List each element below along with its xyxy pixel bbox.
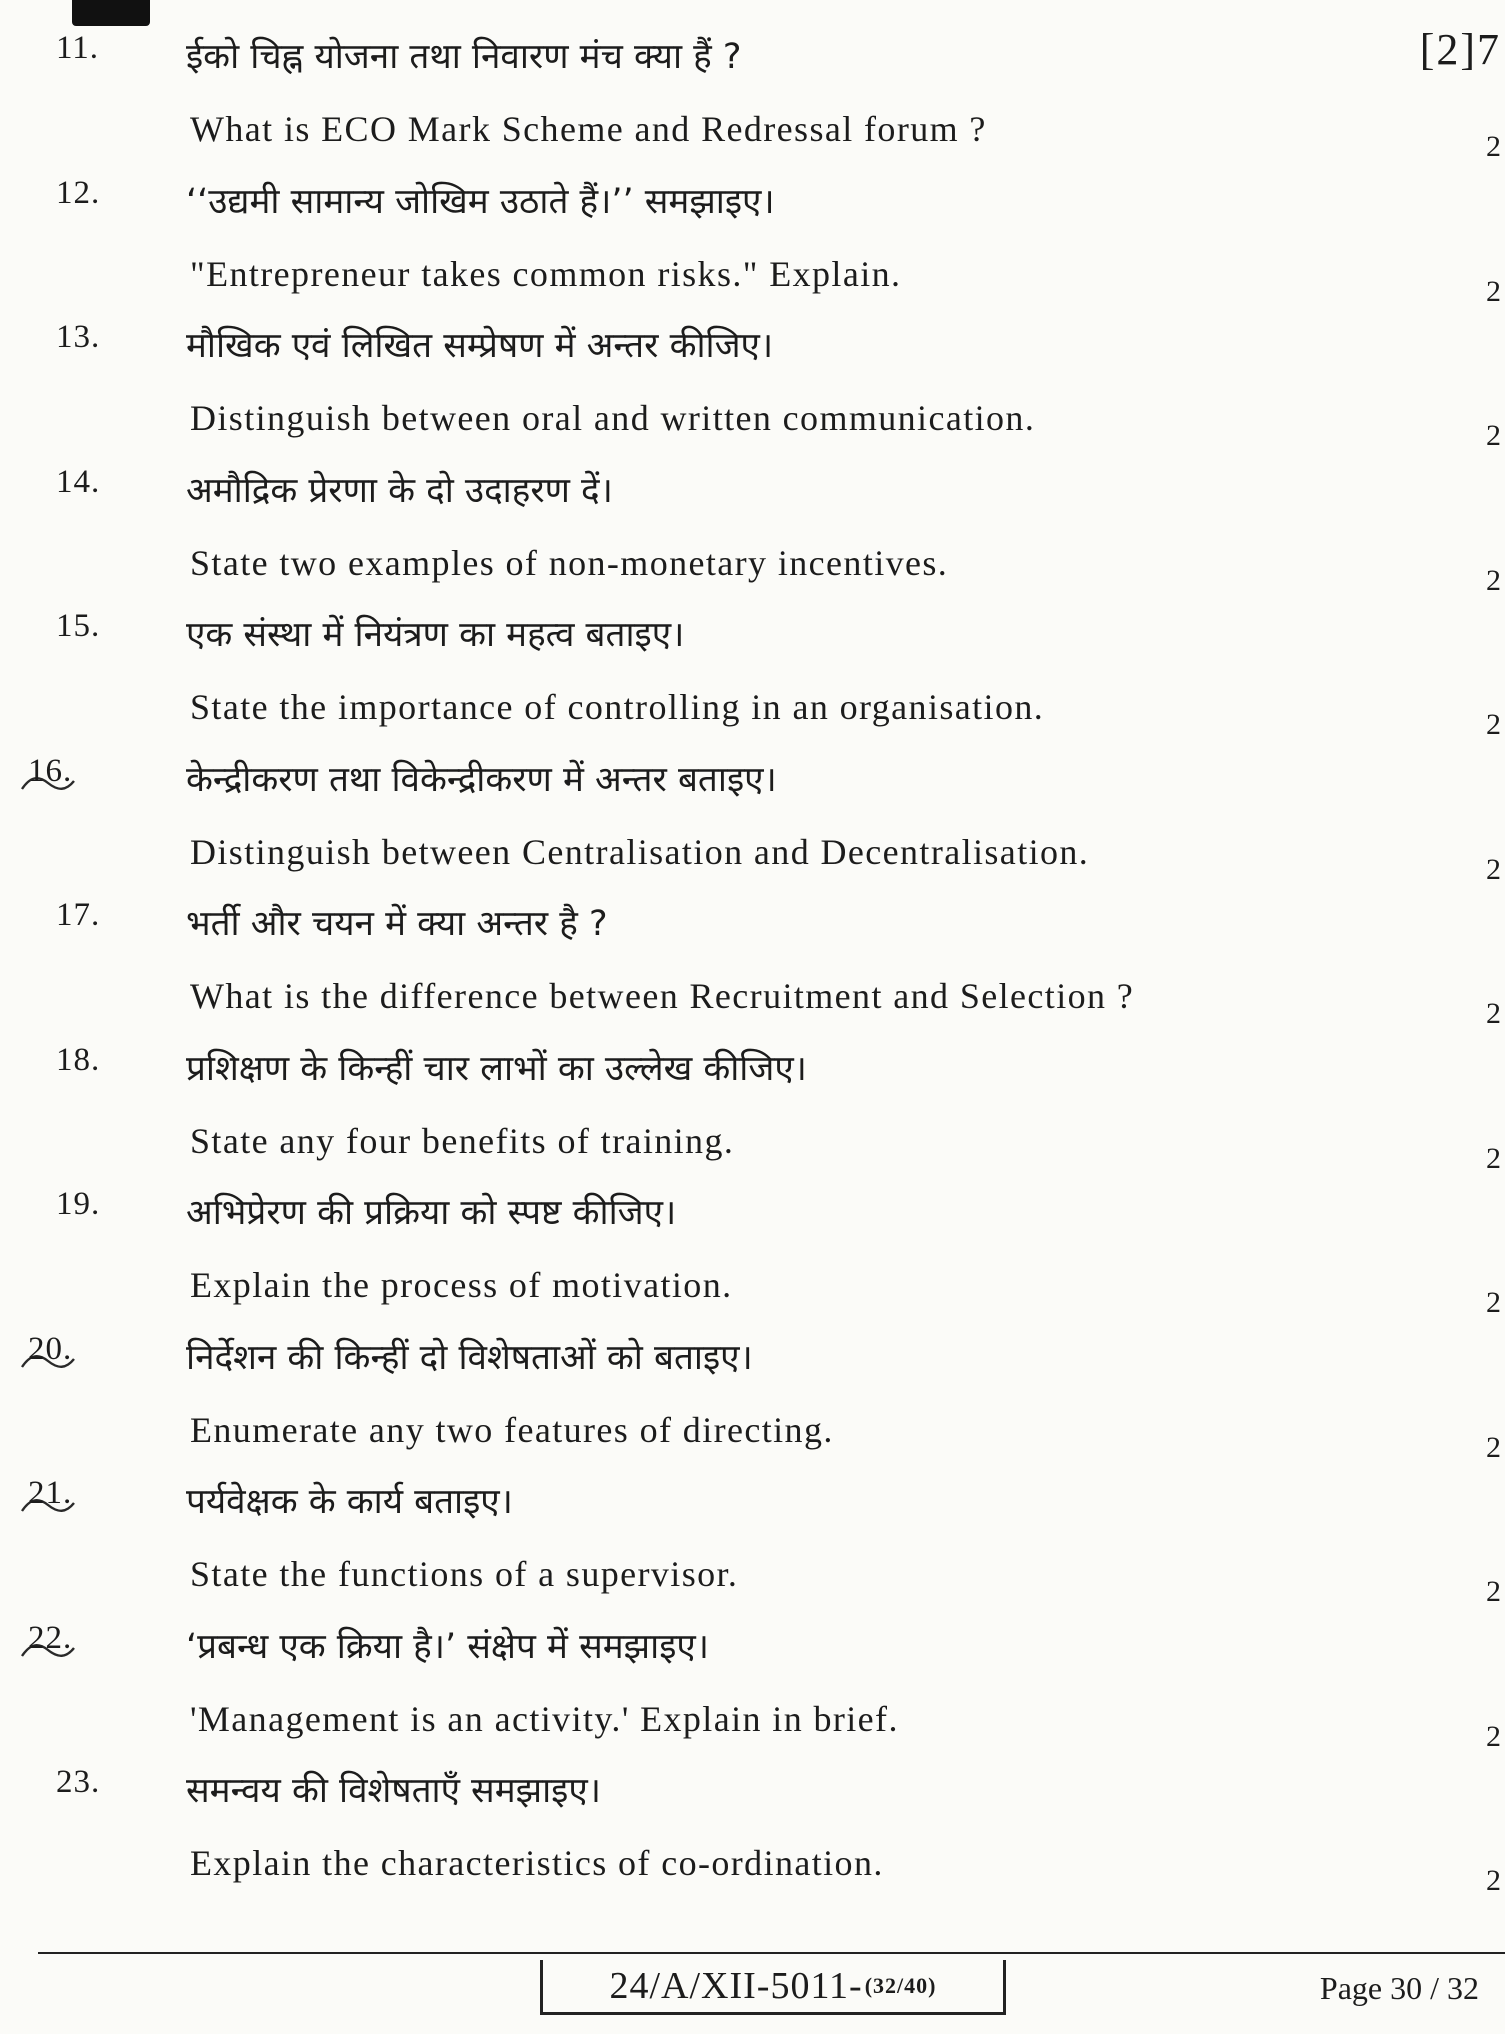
question-text-hindi: ‘‘उद्यमी सामान्य जोखिम उठाते हैं।’’ समझाइए। (186, 181, 775, 222)
question-number: 23. (56, 1764, 101, 1800)
question-text-hindi: समन्वय की विशेषताएँ समझाइए। (186, 1771, 601, 1811)
paper-code-suffix: (32/40) (864, 1973, 937, 1998)
page-number: Page 30 / 32 (1319, 1970, 1479, 2006)
question-text-hindi: निर्देशन की किन्हीं दो विशेषताओं को बताइए। (186, 1337, 753, 1378)
question-text-english: 'Management is an activity.' Explain in brief. (190, 1698, 899, 1739)
question-text-hindi: अमौद्रिक प्रेरणा के दो उदाहरण दें। (186, 470, 613, 511)
question-marks: 2 (1486, 1286, 1501, 1319)
question-text-english: Enumerate any two features of directing. (190, 1409, 834, 1450)
question-text-english: Explain the characteristics of co-ordination. (190, 1843, 884, 1883)
question-marks: 2 (1486, 708, 1501, 741)
question-number: 14. (56, 463, 101, 500)
question-text-hindi: एक संस्था में नियंत्रण का महत्व बताइए। (186, 615, 685, 655)
question-text-english: State the functions of a supervisor. (190, 1554, 739, 1594)
question-number: 13. (56, 319, 101, 355)
question-marks: 2 (1486, 1719, 1501, 1753)
corner-scan-mark (72, 0, 150, 26)
question-marks: 2 (1486, 563, 1501, 597)
question-text-hindi: पर्यवेक्षक के कार्य बताइए। (186, 1482, 513, 1522)
question-marks: 2 (1486, 852, 1501, 886)
question-text-english: Distinguish between Centralisation and Decentralisation. (190, 831, 1090, 872)
question-number: 12. (56, 174, 101, 211)
question-marks: 2 (1486, 1575, 1501, 1608)
question-number: 22. (28, 1619, 73, 1656)
question-number: 18. (56, 1041, 101, 1078)
question-text-english: State any four benefits of training. (190, 1120, 735, 1161)
question-number: 15. (56, 608, 101, 644)
question-text-hindi: ईको चिह्न योजना तथा निवारण मंच क्या हैं ? (186, 37, 742, 77)
question-text-hindi: मौखिक एवं लिखित सम्प्रेषण में अन्तर कीजिए। (186, 326, 774, 366)
question-text-english: Explain the process of motivation. (190, 1265, 733, 1305)
question-number: 20. (28, 1330, 73, 1367)
question-number: 16. (28, 752, 73, 789)
question-number: 17. (56, 897, 101, 933)
question-marks: 2 (1486, 1141, 1501, 1175)
question-text-hindi: प्रशिक्षण के किन्हीं चार लाभों का उल्लेख कीजिए। (186, 1048, 807, 1089)
corner-note: [2]7 (1419, 25, 1501, 74)
question-marks: 2 (1486, 997, 1501, 1030)
paper-code: 24/A/XII-5011- (609, 1965, 863, 2007)
question-text-english: What is ECO Mark Scheme and Redressal forum ? (190, 109, 987, 149)
question-text-english: State two examples of non-monetary incentives. (190, 542, 949, 583)
question-text-hindi: अभिप्रेरण की प्रक्रिया को स्पष्ट कीजिए। (186, 1193, 677, 1233)
question-marks: 2 (1486, 1430, 1501, 1464)
question-number: 21. (28, 1475, 73, 1511)
footer-divider (38, 1952, 1505, 1954)
question-marks: 2 (1486, 130, 1501, 163)
question-marks: 2 (1486, 274, 1501, 308)
question-text-english: Distinguish between oral and written communication. (190, 398, 1036, 438)
question-number: 11. (56, 30, 100, 66)
question-text-english: What is the difference between Recruitment and Selection ? (190, 976, 1135, 1016)
question-text-hindi: भर्ती और चयन में क्या अन्तर है ? (186, 904, 608, 944)
question-text-hindi: केन्द्रीकरण तथा विकेन्द्रीकरण में अन्तर बताइए। (186, 759, 777, 800)
question-number: 19. (56, 1186, 101, 1222)
question-marks: 2 (1486, 419, 1501, 452)
question-text-english: "Entrepreneur takes common risks." Explain. (190, 253, 902, 294)
question-marks: 2 (1486, 1864, 1501, 1897)
question-text-hindi: ‘प्रबन्ध एक क्रिया है।’ संक्षेप में समझाइए। (186, 1626, 710, 1667)
question-text-english: State the importance of controlling in an organisation. (190, 687, 1045, 727)
paper-code-box (540, 1960, 1006, 2015)
